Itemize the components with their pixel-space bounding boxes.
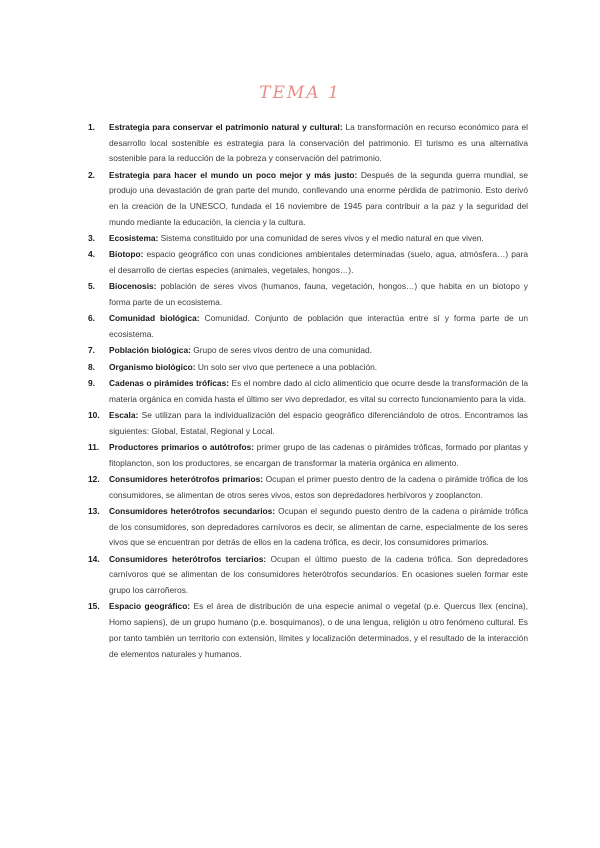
definition-item [88, 279, 528, 310]
item-description: Es el área de distribución de una especie animal o vegetal (p.e. Quercus Ilex (encina), Homo sapiens), de un grupo humano (p.e. bosquimanos), o de una lengua, religión u otro fenómeno cultural. Es por tanto también un territorio con extensión, límites y localización determinados, y el resultado de la interacción de elementos naturales y humanos. [109, 601, 529, 659]
item-term: Consumidores heterótrofos secundarios: [109, 506, 276, 516]
item-description: Grupo de seres vivos dentro de una comunidad. [190, 345, 373, 356]
item-description: espacio geográfico con unas condiciones ambientales determinadas (suelo, agua, atmósfera…) para el desarrollo de ciertas especies (animales, vegetales, hongos…). [109, 249, 528, 276]
item-description: Ocupan el primer puesto dentro de la cadena o pirámide trófica de los consumidores, se alimentan de otros seres vivos, estos son depredadores herbívoros y zooplancton. [109, 474, 528, 500]
item-description: La transformación en recurso económico para el desarrollo local sostenible es estrategia para la conservación del patrimonio. El turismo es una alternativa sostenible para la reducción de la pobreza y conservación del patrimonio. [109, 122, 528, 164]
item-number: 13. [88, 506, 100, 516]
item-term: Estrategia para conservar el patrimonio natural y cultural: [109, 122, 343, 132]
item-description: Sistema constituido por una comunidad de seres vivos y el medio natural en que viven. [158, 233, 484, 244]
item-term: Productores primarios o autótrofos: [109, 442, 255, 452]
item-term: Ecosistema: [109, 233, 159, 244]
definition-item [88, 120, 528, 167]
item-term: Comunidad biológica: [109, 313, 200, 324]
item-term: Organismo biológico: [109, 361, 196, 372]
item-number: 8. [88, 361, 95, 372]
item-term: Cadenas o pirámides tróficas: [109, 378, 230, 388]
item-description: Se utilizan para la individualización del espacio geográfico diferenciándolo de otros. Encontramos las siguientes: Global, Estatal, Regional y Local. [109, 410, 528, 436]
item-number: 3. [88, 233, 95, 244]
item-number: 15. [88, 601, 100, 612]
item-number: 11. [88, 442, 100, 452]
item-description: Ocupan el segundo puesto dentro de la cadena o pirámide trófica de los consumidores, son depredadores carnívoros es decir, se alimentan de carne, especialmente de los seres vivos que se encuentran por detrás de ellos en la cadena trófica, es decir, los consumidores primarios. [109, 506, 528, 548]
definition-item [88, 343, 528, 359]
item-term: Biotopo: [109, 249, 144, 260]
item-number: 7. [88, 345, 95, 356]
definition-item [88, 552, 528, 599]
item-description: Un solo ser vivo que pertenece a una población. [195, 361, 378, 372]
definition-item [88, 504, 528, 551]
item-term: Estrategia para hacer el mundo un poco mejor y más justo: [109, 169, 358, 180]
definition-item [88, 231, 528, 247]
definition-item [88, 247, 528, 278]
item-number: 4. [88, 249, 95, 260]
definition-item [88, 168, 528, 231]
item-term: Población biológica: [109, 345, 191, 356]
item-number: 12. [88, 474, 100, 484]
definition-item [88, 376, 528, 407]
item-term: Espacio geográfico: [109, 601, 191, 612]
page-title: TEMA 1 [259, 83, 341, 103]
definition-item [88, 440, 528, 471]
item-term: Consumidores heterótrofos primarios: [109, 474, 264, 484]
definition-item [88, 408, 528, 439]
item-number: 2. [88, 169, 95, 180]
definition-item [88, 360, 528, 376]
item-description: Después de la segunda guerra mundial, se produjo una devastación de gran parte del mundo, conllevando una enorme pérdida de patrimonio. Esto derivó en la creación de la UNESCO, fundada el 16 noviembre de 1945 para contribuir a la paz y la seguridad del mundo mediante la educación, la ciencia y la cultura. [109, 169, 528, 227]
item-description: Ocupan el último puesto de la cadena trófica. Son depredadores carnívoros que se alimentan de los consumidores heterótrofos secundarios. En ocasiones suelen formar este grupo los carroñeros. [109, 553, 529, 596]
item-term: Consumidores heterótrofos terciarios: [109, 553, 267, 564]
item-description: Comunidad. Conjunto de población que interactúa entre sí y forma parte de un ecosistema. [109, 313, 529, 340]
item-description: población de seres vivos (humanos, fauna, vegetación, hongos…) que habita en un biotopo y forma parte de un ecosistema. [109, 281, 528, 308]
item-number: 6. [88, 313, 95, 324]
item-number: 10. [88, 410, 100, 420]
item-number: 1. [88, 122, 95, 132]
definition-item [88, 599, 528, 662]
item-description: Es el nombre dado al ciclo alimenticio que ocurre desde la transformación de la materia orgánica en comida hasta el último ser vivo depredador, es vital su correcto funcionamiento para la vida. [109, 378, 528, 404]
definition-item [88, 311, 528, 342]
item-term: Biocenosis: [109, 281, 157, 292]
item-number: 5. [88, 281, 95, 292]
item-number: 9. [88, 378, 95, 388]
item-number: 14. [88, 553, 100, 564]
item-description: primer grupo de las cadenas o pirámides tróficas, formado por plantas y fitoplancton, son los productores, se encargan de transformar la materia orgánica en alimento. [109, 442, 528, 468]
definitions-list [88, 120, 528, 663]
definition-item [88, 472, 528, 503]
item-term: Escala: [109, 410, 139, 420]
